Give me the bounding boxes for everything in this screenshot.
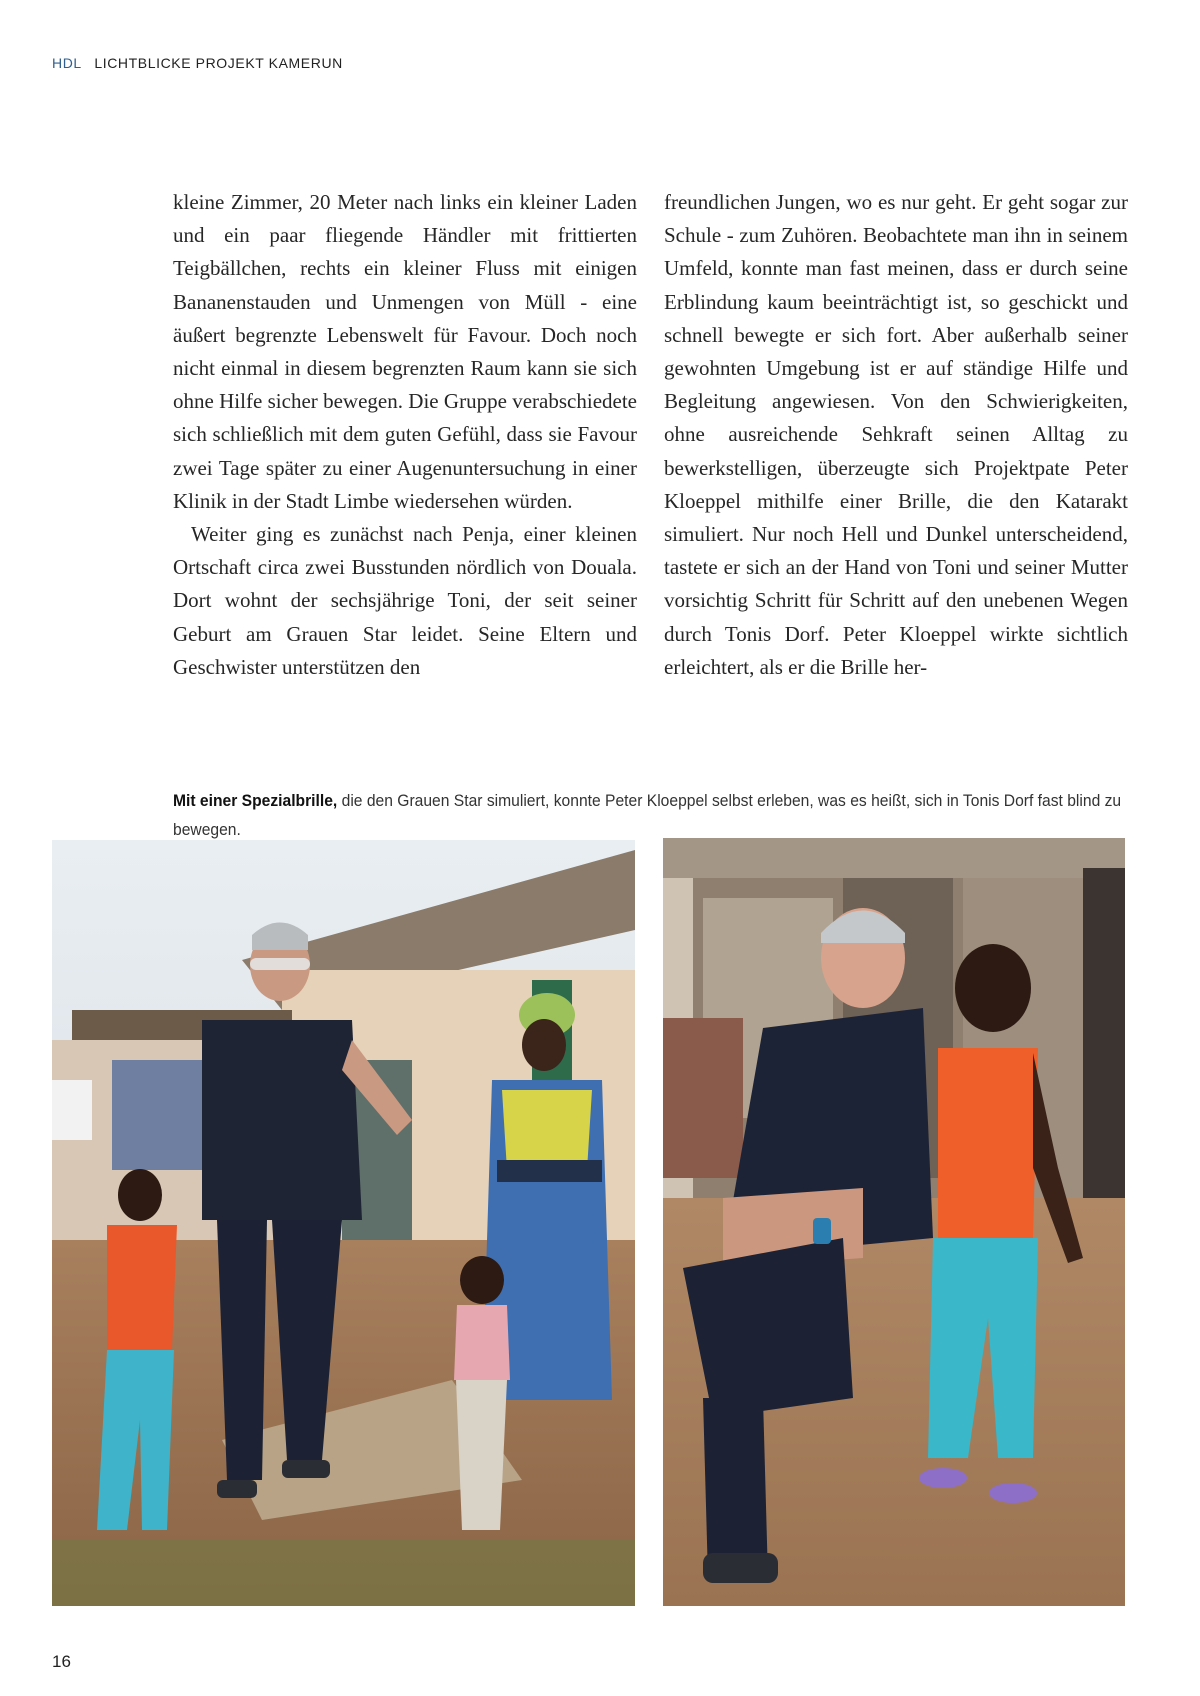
- paragraph: freundlichen Jungen, wo es nur geht. Er geht sogar zur Schule - zum Zuhören. Beobachtete man ihn in seinem Umfeld, konnte man fast meinen, dass er durch seine Erblindung kaum beeinträchtigt ist, so geschickt und schnell bewegte er sich fort. Aber außerhalb seiner gewohnten Umgebung ist er auf ständige Hilfe und Begleitung angewiesen. Von den Schwierigkeiten, ohne ausreichende Sehkraft seinen Alltag zu bewerkstelligen, überzeugte sich Projektpate Peter Kloeppel mithilfe einer Brille, die den Katarakt simuliert. Nur noch Hell und Dunkel unterscheidend, tastete er sich an der Hand von Toni und seiner Mutter vorsichtig Schritt für Schritt auf den unebenen Wegen durch Tonis Dorf. Peter Kloeppel wirkte sichtlich erleichtert, als er die Brille her-: [664, 190, 1128, 679]
- text-column-left: [173, 186, 637, 684]
- photo-village-walk: [52, 840, 635, 1606]
- photo-village-walk-image: [52, 840, 635, 1606]
- running-header: [52, 55, 343, 71]
- page-number: 16: [52, 1652, 71, 1671]
- header-section-title: LICHTBLICKE PROJEKT KAMERUN: [94, 55, 343, 71]
- photo-kneeling-with-boy-image: [663, 838, 1125, 1606]
- text-column-right: [664, 186, 1128, 684]
- caption-text: die den Grauen Star simuliert, konnte Peter Kloeppel selbst erleben, was es heißt, sich in Tonis Dorf fast blind zu bewegen.: [173, 791, 1122, 839]
- photo-caption: [173, 786, 1128, 844]
- caption-lead: Mit einer Spezialbrille,: [173, 791, 338, 810]
- photo-kneeling-with-boy: [663, 838, 1125, 1606]
- header-brand: HDL: [52, 55, 82, 71]
- paragraph: kleine Zimmer, 20 Meter nach links ein kleiner Laden und ein paar fliegende Händler mit frittierten Teigbällchen, rechts ein kleiner Fluss mit einigen Bananenstauden und Unmengen von Müll - eine äußert begrenzte Lebenswelt für Favour. Doch noch nicht einmal in diesem begrenzten Raum kann sie sich ohne Hilfe sicher bewegen. Die Gruppe verabschiedete sich schließlich mit dem guten Gefühl, dass sie Favour zwei Tage später zu einer Augenuntersuchung in einer Klinik in der Stadt Limbe wiedersehen würden.: [173, 190, 637, 513]
- paragraph: Weiter ging es zunächst nach Penja, einer kleinen Ortschaft circa zwei Busstunden nördlich von Douala. Dort wohnt der sechsjährige Toni, der seit seiner Geburt am Grauen Star leidet. Seine Eltern und Geschwister unterstützen den: [173, 522, 637, 679]
